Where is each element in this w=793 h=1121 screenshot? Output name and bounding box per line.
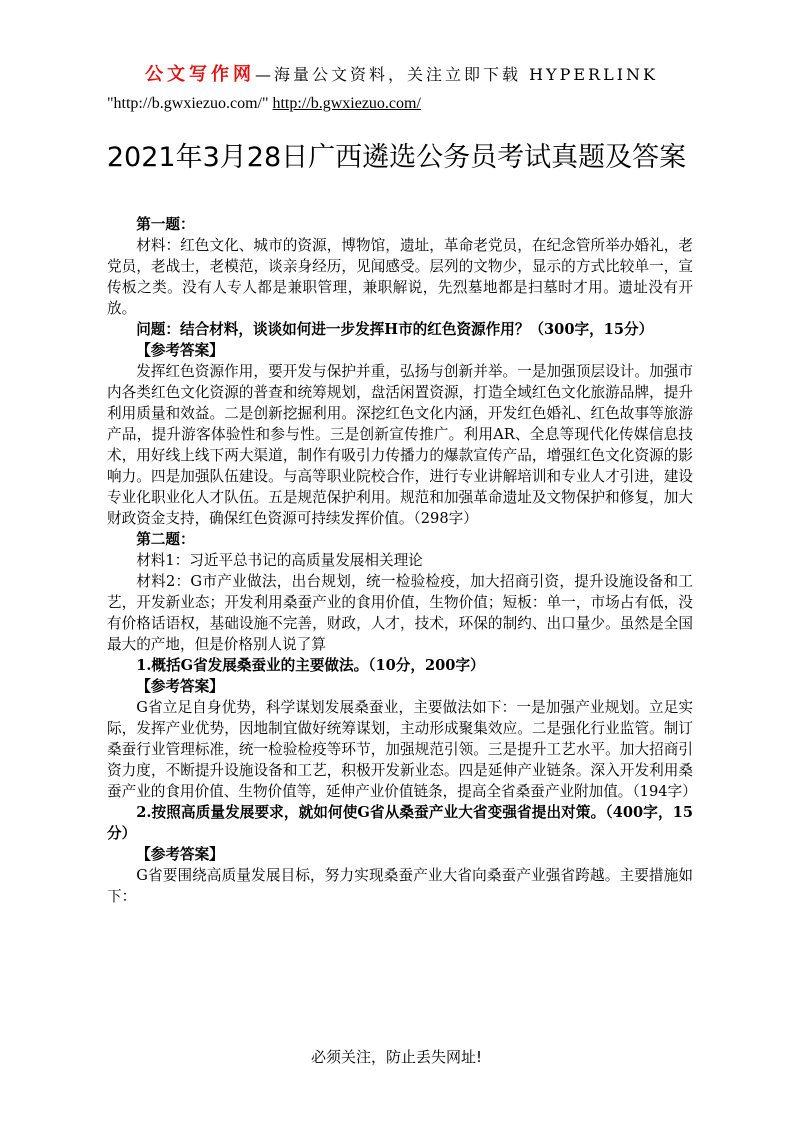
header-banner xyxy=(145,60,705,86)
brand-name: 公文写作网 xyxy=(145,64,255,85)
paragraph: 材料2：G市产业做法，出台规划，统一检验检疫，加大招商引资，提升设施设备和工艺，开发新业态；开发利用桑蚕产业的食用价值，生物价值；短板：单一，市场占有低，没有价格话语权，基础设施不完善，财政，人才，技术，环保的制约、出口量少。虽然是全国最大的产地，但是价格别人说了算 xyxy=(107,573,693,653)
paragraph: 第二题： xyxy=(136,531,195,548)
paragraph: 【参考答案】 xyxy=(136,846,224,863)
header-link[interactable]: http://b.gwxiezuo.com/ xyxy=(272,95,421,112)
paragraph: 发挥红色资源作用，要开发与保护并重，弘扬与创新并举。一是加强顶层设计。加强市内各类红色文化资源的普查和统筹规划，盘活闲置资源，打造全域红色文化旅游品牌，提升利用质量和效益。二是创新挖掘利用。深挖红色文化内涵，开发红色婚礼、红色故事等旅游产品，提升游客体验性和参与性。三是创新宣传推广。利用AR、全息等现代化传媒信息技术，用好线上线下两大渠道，制作有吸引力传播力的爆款宣传产品，增强红色文化资源的影响力。四是加强队伍建设。与高等职业院校合作，进行专业讲解培训和专业人才引进，建设专业化职业化人才队伍。五是规范保护利用。规范和加强革命遗址及文物保护和修复，加大财政资金支持，确保红色资源可持续发挥价值。（298字） xyxy=(107,363,693,527)
paragraph: G省立足自身优势，科学谋划发展桑蚕业，主要做法如下：一是加强产业规划。立足实际，发挥产业优势，因地制宜做好统筹谋划，主动形成聚集效应。二是强化行业监管。制订桑蚕行业管理标准，统一检验检疫等环节，加强规范引领。三是提升工艺水平。加大招商引资力度，不断提升设施设备和工艺，积极开发新业态。四是延伸产业链条。深入开发利用桑蚕产业的食用价值、生物价值等，延伸产业价值链条，提高全省桑蚕产业附加值。（194字） xyxy=(107,699,697,800)
paragraph: G省要围绕高质量发展目标，努力实现桑蚕产业大省向桑蚕产业强省跨越。主要措施如下： xyxy=(107,867,693,905)
header-link-quoted: "http://b.gwxiezuo.com/" xyxy=(107,95,269,112)
paragraph: 1.概括G省发展桑蚕业的主要做法。（10分，200字） xyxy=(136,657,485,674)
document-body xyxy=(107,214,697,907)
page-title: 2021年3月28日广西遴选公务员考试真题及答案 xyxy=(106,142,687,173)
paragraph: 2.按照高质量发展要求，就如何使G省从桑蚕产业大省变强省提出对策。（400字，15分） xyxy=(107,804,693,842)
paragraph: 第一题： xyxy=(136,216,195,233)
paragraph: 【参考答案】 xyxy=(136,678,224,695)
footer-note: 必须关注，防止丢失网址! xyxy=(310,1048,482,1066)
paragraph: 问题：结合材料，谈谈如何进一步发挥H市的红色资源作用？（300字，15分） xyxy=(136,321,654,338)
paragraph: 【参考答案】 xyxy=(136,342,224,359)
header-link-line xyxy=(107,95,421,113)
header-tagline: —海量公文资料，关注立即下载 HYPERLINK xyxy=(255,65,658,84)
paragraph: 材料1：习近平总书记的高质量发展相关理论 xyxy=(136,552,423,569)
paragraph: 材料：红色文化、城市的资源，博物馆，遗址，革命老党员，在纪念管所举办婚礼，老党员，老战士，老模范，谈亲身经历，见闻感受。层列的文物少，显示的方式比较单一，宣传板之类。没有人专人都是兼职管理，兼职解说，先烈墓地都是扫墓时才用。遗址没有开放。 xyxy=(107,237,693,317)
